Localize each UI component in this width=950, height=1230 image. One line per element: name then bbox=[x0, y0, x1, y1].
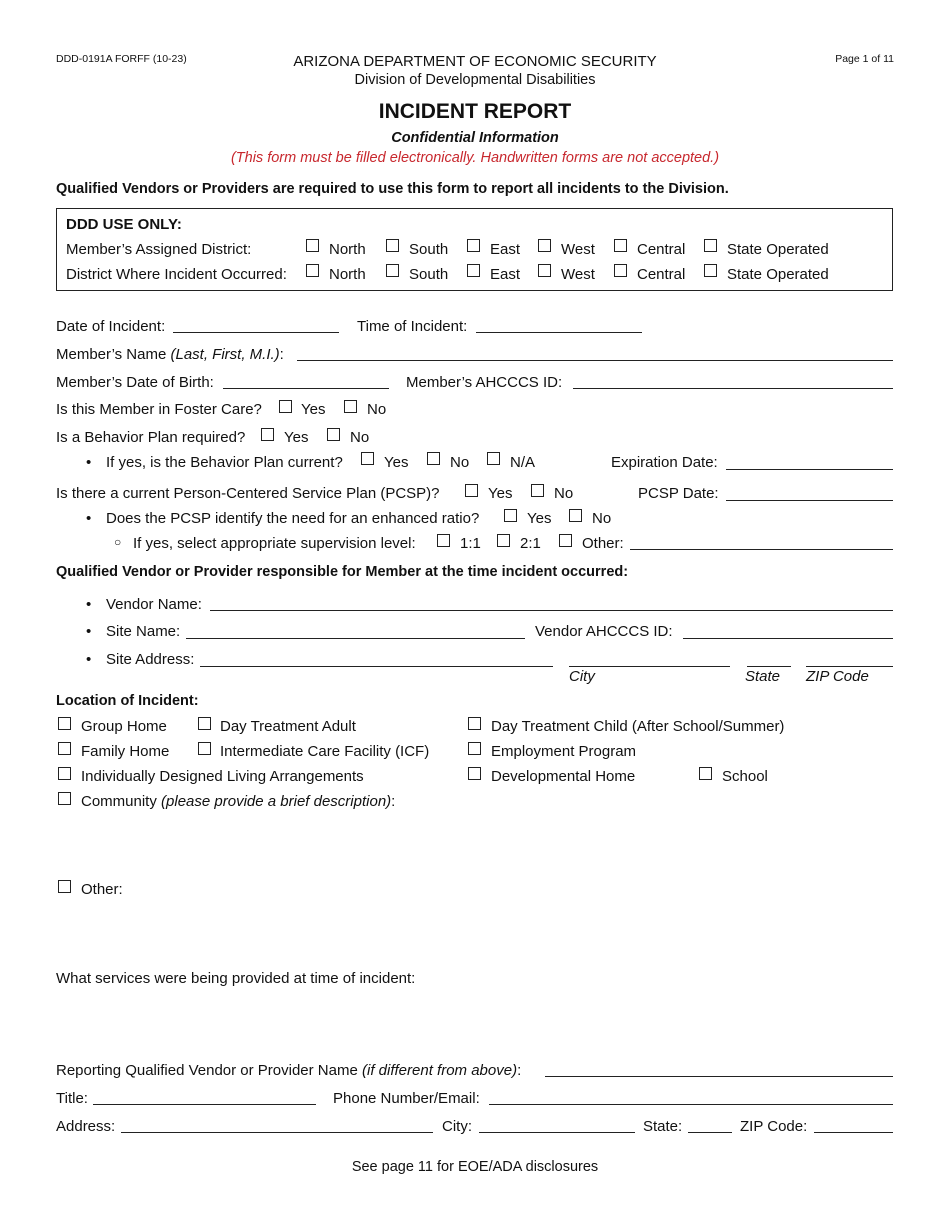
pcsp-date-label: PCSP Date: bbox=[638, 485, 719, 502]
location-heading: Location of Incident: bbox=[56, 693, 199, 709]
assigned-west-checkbox[interactable] bbox=[538, 239, 551, 252]
bullet-icon: • bbox=[86, 454, 92, 471]
school-label: School bbox=[722, 768, 768, 785]
member-name-hint: (Last, First, M.I.) bbox=[170, 346, 280, 363]
occurred-west-checkbox[interactable] bbox=[538, 264, 551, 277]
developmental-home-checkbox[interactable] bbox=[468, 767, 481, 780]
pcsp-no-checkbox[interactable] bbox=[531, 484, 544, 497]
current-na-label: N/A bbox=[510, 454, 536, 471]
ahcccs-label: Member’s AHCCCS ID: bbox=[406, 374, 563, 391]
foster-care-label: Is this Member in Foster Care? bbox=[56, 401, 262, 418]
reporting-name-label: Reporting Qualified Vendor or Provider Name bbox=[56, 1062, 358, 1079]
assigned-east-checkbox[interactable] bbox=[467, 239, 480, 252]
assigned-north-label: North bbox=[329, 241, 366, 258]
community-checkbox[interactable] bbox=[58, 792, 71, 805]
supervision-2to1-label: 2:1 bbox=[520, 535, 541, 552]
division-name: Division of Developmental Disabilities bbox=[354, 72, 596, 88]
assigned-west-label: West bbox=[561, 241, 595, 258]
pcsp-no-label: No bbox=[554, 485, 574, 502]
assigned-central-checkbox[interactable] bbox=[614, 239, 627, 252]
occurred-east-label: East bbox=[490, 266, 521, 283]
behavior-yes-label: Yes bbox=[284, 429, 309, 446]
employment-checkbox[interactable] bbox=[468, 742, 481, 755]
services-label: What services were being provided at time of incident: bbox=[56, 970, 416, 987]
assigned-south-checkbox[interactable] bbox=[386, 239, 399, 252]
school-checkbox[interactable] bbox=[699, 767, 712, 780]
day-treatment-adult-checkbox[interactable] bbox=[198, 717, 211, 730]
bullet-icon: • bbox=[86, 651, 92, 668]
behavior-no-label: No bbox=[350, 429, 370, 446]
pcsp-yes-checkbox[interactable] bbox=[465, 484, 478, 497]
member-name-field[interactable] bbox=[297, 360, 893, 361]
community-colon: : bbox=[391, 793, 396, 810]
occurred-west-label: West bbox=[561, 266, 595, 283]
ratio-no-label: No bbox=[592, 510, 612, 527]
title-label: Title: bbox=[56, 1090, 88, 1107]
community-label-row bbox=[81, 793, 395, 810]
site-city-caption: City bbox=[569, 668, 595, 685]
ratio-yes-label: Yes bbox=[527, 510, 552, 527]
site-state-caption: State bbox=[745, 668, 781, 685]
occurred-north-label: North bbox=[329, 266, 366, 283]
current-no-checkbox[interactable] bbox=[427, 452, 440, 465]
day-treatment-adult-label: Day Treatment Adult bbox=[220, 718, 356, 735]
member-name-colon: : bbox=[279, 346, 284, 363]
vendor-ahcccs-field[interactable] bbox=[683, 638, 893, 639]
vendor-name-label: Vendor Name: bbox=[106, 596, 202, 613]
family-home-checkbox[interactable] bbox=[58, 742, 71, 755]
confidential-subtitle: Confidential Information bbox=[391, 130, 559, 146]
foster-no-label: No bbox=[367, 401, 387, 418]
other-location-checkbox[interactable] bbox=[58, 880, 71, 893]
site-zip-caption: ZIP Code bbox=[806, 668, 869, 685]
occurred-south-checkbox[interactable] bbox=[386, 264, 399, 277]
vendor-heading: Qualified Vendor or Provider responsible for Member at the time incident occurred: bbox=[56, 564, 629, 580]
date-of-incident-field[interactable] bbox=[173, 332, 339, 333]
time-of-incident-label: Time of Incident: bbox=[357, 318, 468, 335]
occurred-east-checkbox[interactable] bbox=[467, 264, 480, 277]
assigned-north-checkbox[interactable] bbox=[306, 239, 319, 252]
expiration-label: Expiration Date: bbox=[611, 454, 718, 471]
page-title: INCIDENT REPORT bbox=[378, 100, 572, 123]
assigned-state-operated-label: State Operated bbox=[727, 241, 829, 258]
page-number: Page 1 of 11 bbox=[835, 53, 894, 65]
bullet-icon: • bbox=[86, 510, 92, 527]
assigned-central-label: Central bbox=[637, 241, 686, 258]
pcsp-label: Is there a current Person-Centered Service Plan (PCSP)? bbox=[56, 485, 440, 502]
zip-field[interactable] bbox=[814, 1132, 893, 1133]
address-label: Address: bbox=[56, 1118, 116, 1135]
family-home-label: Family Home bbox=[81, 743, 170, 760]
site-address-label: Site Address: bbox=[106, 651, 195, 668]
intro-text: Qualified Vendors or Providers are required to use this form to report all incidents to the Division. bbox=[56, 181, 729, 197]
occurred-south-label: South bbox=[409, 266, 449, 283]
occurred-north-checkbox[interactable] bbox=[306, 264, 319, 277]
supervision-2to1-checkbox[interactable] bbox=[497, 534, 510, 547]
foster-yes-label: Yes bbox=[301, 401, 326, 418]
day-treatment-child-label: Day Treatment Child (After School/Summer) bbox=[491, 718, 785, 735]
group-home-label: Group Home bbox=[81, 718, 167, 735]
supervision-other-checkbox[interactable] bbox=[559, 534, 572, 547]
idla-checkbox[interactable] bbox=[58, 767, 71, 780]
ddd-use-heading: DDD USE ONLY: bbox=[66, 216, 182, 233]
pcsp-date-field[interactable] bbox=[726, 500, 893, 501]
community-label: Community bbox=[81, 793, 157, 810]
reporting-name-field[interactable] bbox=[545, 1076, 893, 1077]
pcsp-yes-label: Yes bbox=[488, 485, 513, 502]
city-label: City: bbox=[442, 1118, 472, 1135]
ratio-yes-checkbox[interactable] bbox=[504, 509, 517, 522]
supervision-1to1-label: 1:1 bbox=[460, 535, 481, 552]
time-of-incident-field[interactable] bbox=[476, 332, 642, 333]
footer-disclosure: See page 11 for EOE/ADA disclosures bbox=[351, 1159, 599, 1175]
vendor-ahcccs-label: Vendor AHCCCS ID: bbox=[535, 623, 673, 640]
occurred-state-operated-label: State Operated bbox=[727, 266, 829, 283]
other-location-label: Other: bbox=[81, 881, 123, 898]
employment-label: Employment Program bbox=[491, 743, 637, 760]
icf-checkbox[interactable] bbox=[198, 742, 211, 755]
vendor-name-field[interactable] bbox=[210, 610, 893, 611]
supervision-other-label: Other: bbox=[582, 535, 624, 552]
occurred-central-checkbox[interactable] bbox=[614, 264, 627, 277]
day-treatment-child-checkbox[interactable] bbox=[468, 717, 481, 730]
foster-no-checkbox[interactable] bbox=[344, 400, 357, 413]
reporting-name-label-row bbox=[56, 1062, 521, 1079]
assigned-district-label: Member’s Assigned District: bbox=[66, 241, 252, 258]
assigned-south-label: South bbox=[409, 241, 449, 258]
idla-label: Individually Designed Living Arrangements bbox=[81, 768, 364, 785]
behavior-plan-label: Is a Behavior Plan required? bbox=[56, 429, 246, 446]
reporting-name-colon: : bbox=[517, 1062, 522, 1079]
current-yes-checkbox[interactable] bbox=[361, 452, 374, 465]
site-name-field[interactable] bbox=[186, 638, 525, 639]
current-yes-label: Yes bbox=[384, 454, 409, 471]
bullet-icon: • bbox=[86, 596, 92, 613]
developmental-home-label: Developmental Home bbox=[491, 768, 636, 785]
assigned-state-operated-checkbox[interactable] bbox=[704, 239, 717, 252]
electronic-notice: (This form must be filled electronically. Handwritten forms are not accepted.) bbox=[230, 150, 720, 166]
occurred-central-label: Central bbox=[637, 266, 686, 283]
group-home-checkbox[interactable] bbox=[58, 717, 71, 730]
reporting-name-hint: (if different from above) bbox=[362, 1062, 518, 1079]
member-name-label-row bbox=[56, 346, 284, 363]
title-field[interactable] bbox=[93, 1104, 316, 1105]
incident-district-label: District Where Incident Occurred: bbox=[66, 266, 287, 283]
date-of-incident-label: Date of Incident: bbox=[56, 318, 166, 335]
supervision-label: If yes, select appropriate supervision level: bbox=[133, 535, 416, 552]
dob-field[interactable] bbox=[223, 388, 389, 389]
agency-name: ARIZONA DEPARTMENT OF ECONOMIC SECURITY bbox=[293, 53, 657, 70]
ahcccs-field[interactable] bbox=[573, 388, 893, 389]
site-state-field[interactable] bbox=[747, 666, 791, 667]
ratio-no-checkbox[interactable] bbox=[569, 509, 582, 522]
phone-email-field[interactable] bbox=[489, 1104, 893, 1105]
foster-yes-checkbox[interactable] bbox=[279, 400, 292, 413]
form-id: DDD-0191A FORFF (10-23) bbox=[56, 53, 187, 65]
behavior-current-label: If yes, is the Behavior Plan current? bbox=[106, 454, 343, 471]
zip-label: ZIP Code: bbox=[740, 1118, 808, 1135]
pcsp-ratio-label: Does the PCSP identify the need for an enhanced ratio? bbox=[106, 510, 480, 527]
site-city-field[interactable] bbox=[569, 666, 730, 667]
address-field[interactable] bbox=[121, 1132, 433, 1133]
site-address-field[interactable] bbox=[200, 666, 553, 667]
phone-email-label: Phone Number/Email: bbox=[333, 1090, 480, 1107]
site-name-label: Site Name: bbox=[106, 623, 181, 640]
dob-label: Member’s Date of Birth: bbox=[56, 374, 214, 391]
state-field[interactable] bbox=[688, 1132, 732, 1133]
icf-label: Intermediate Care Facility (ICF) bbox=[220, 743, 430, 760]
supervision-other-field[interactable] bbox=[630, 549, 893, 550]
occurred-state-operated-checkbox[interactable] bbox=[704, 264, 717, 277]
community-hint: (please provide a brief description) bbox=[161, 793, 392, 810]
circle-bullet-icon: ○ bbox=[114, 535, 122, 549]
state-label: State: bbox=[643, 1118, 683, 1135]
site-zip-field[interactable] bbox=[806, 666, 893, 667]
member-name-label: Member’s Name bbox=[56, 346, 167, 363]
behavior-yes-checkbox[interactable] bbox=[261, 428, 274, 441]
city-field[interactable] bbox=[479, 1132, 635, 1133]
supervision-1to1-checkbox[interactable] bbox=[437, 534, 450, 547]
expiration-field[interactable] bbox=[726, 469, 893, 470]
current-no-label: No bbox=[450, 454, 470, 471]
behavior-no-checkbox[interactable] bbox=[327, 428, 340, 441]
bullet-icon: • bbox=[86, 623, 92, 640]
assigned-east-label: East bbox=[490, 241, 521, 258]
current-na-checkbox[interactable] bbox=[487, 452, 500, 465]
